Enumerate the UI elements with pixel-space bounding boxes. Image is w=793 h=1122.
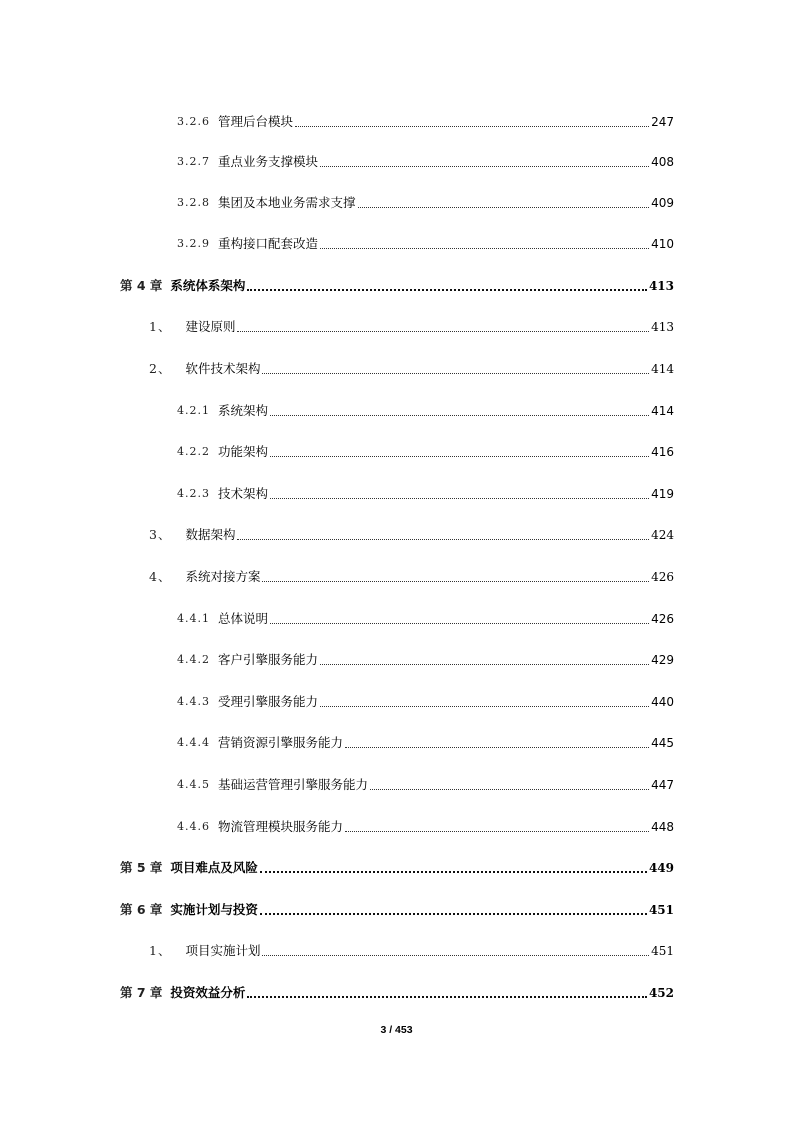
toc-page-number: 445: [651, 736, 674, 750]
toc-page-number: 426: [651, 570, 674, 584]
toc-entry-4-4-1[interactable]: [177, 607, 674, 627]
toc-number: 1、: [149, 319, 172, 334]
toc-entry-3-2-9[interactable]: [177, 232, 674, 252]
toc-page-number: 440: [651, 695, 674, 709]
toc-number: 4.2.3: [177, 487, 210, 500]
toc-entry-chapter-5[interactable]: [120, 856, 674, 876]
toc-title: 软件技术架构: [185, 361, 261, 376]
toc-number: 4.4.5: [177, 778, 210, 791]
toc-entry-4-2-3[interactable]: [177, 482, 674, 502]
toc-number: 4.4.4: [177, 736, 210, 749]
toc-title: 系统体系架构: [170, 278, 246, 293]
toc-entry-chapter-4[interactable]: [120, 274, 674, 294]
toc-page-number: 413: [648, 279, 674, 293]
toc-entry-4-2-2[interactable]: [177, 440, 674, 460]
toc-number: 4.2.1: [177, 404, 210, 417]
toc-page-number: 451: [648, 903, 674, 917]
toc-page-number: 448: [651, 820, 674, 834]
toc-page-number: 413: [651, 320, 674, 334]
toc-page-number: 416: [651, 445, 674, 459]
toc-number: 3、: [149, 527, 172, 542]
toc-number: 3.2.9: [177, 237, 210, 250]
dot-leader: [270, 497, 649, 499]
toc-page-number: 419: [651, 487, 674, 501]
toc-number: 1、: [149, 943, 172, 958]
toc-page-number: 424: [651, 528, 674, 542]
toc-number: 4.2.2: [177, 445, 210, 458]
toc-entry-3-2-6[interactable]: [177, 110, 674, 130]
toc-title: 客户引擎服务能力: [218, 652, 319, 667]
toc-number: 4.4.1: [177, 612, 210, 625]
dot-leader: [270, 455, 649, 457]
toc-title: 项目难点及风险: [170, 860, 258, 875]
dot-leader: [320, 165, 649, 167]
toc-title: 实施计划与投资: [170, 902, 258, 917]
dot-leader: [345, 746, 649, 748]
toc-title: 总体说明: [218, 611, 269, 626]
toc-page-number: 414: [651, 404, 674, 418]
toc-entry-4-4-3[interactable]: [177, 690, 674, 710]
toc-entry-3-2-7[interactable]: [177, 150, 674, 170]
toc-entry-chapter-7[interactable]: [120, 981, 674, 1001]
dot-leader: [320, 247, 649, 249]
page-footer: [0, 1024, 793, 1036]
dot-leader: [370, 788, 649, 790]
toc-title: 物流管理模块服务能力: [218, 819, 344, 834]
toc-title: 功能架构: [218, 444, 269, 459]
toc-number: 第 7 章: [120, 985, 163, 1000]
toc-page-number: 247: [651, 115, 674, 129]
toc-number: 2、: [149, 361, 172, 376]
toc-title: 系统架构: [218, 403, 269, 418]
toc-entry-4-4-5[interactable]: [177, 773, 674, 793]
toc-page-number: 410: [651, 237, 674, 251]
toc-page-number: 447: [651, 778, 674, 792]
dot-leader: [247, 288, 647, 291]
toc-entry-4-4[interactable]: [149, 565, 674, 585]
page-indicator: 3 / 453: [380, 1024, 413, 1036]
dot-leader: [295, 125, 649, 127]
toc-page-number: 451: [651, 944, 674, 958]
toc-entry-4-4-2[interactable]: [177, 648, 674, 668]
toc-title: 集团及本地业务需求支撑: [218, 195, 356, 210]
toc-number: 4.4.6: [177, 820, 210, 833]
toc-title: 技术架构: [218, 486, 269, 501]
dot-leader: [247, 995, 647, 998]
toc-title: 建设原则: [185, 319, 236, 334]
toc-number: 4.4.3: [177, 695, 210, 708]
toc-entry-4-4-4[interactable]: [177, 731, 674, 751]
dot-leader: [237, 330, 649, 332]
toc-title: 管理后台模块: [218, 114, 294, 129]
toc-entry-4-3[interactable]: [149, 523, 674, 543]
toc-number: 4、: [149, 569, 172, 584]
toc-entry-6-1[interactable]: [149, 939, 674, 959]
toc-page-number: 449: [648, 861, 674, 875]
dot-leader: [262, 954, 649, 956]
toc-number: 3.2.8: [177, 196, 210, 209]
dot-leader: [260, 870, 647, 873]
dot-leader: [320, 705, 649, 707]
toc-title: 重点业务支撑模块: [218, 154, 319, 169]
toc-title: 基础运营管理引擎服务能力: [218, 777, 369, 792]
toc-entry-4-1[interactable]: [149, 315, 674, 335]
toc-page-number: 452: [648, 986, 674, 1000]
toc-entry-4-2[interactable]: [149, 357, 674, 377]
toc-number: 3.2.6: [177, 115, 210, 128]
toc-title: 投资效益分析: [170, 985, 246, 1000]
dot-leader: [270, 414, 649, 416]
toc-title: 项目实施计划: [185, 943, 261, 958]
dot-leader: [320, 663, 649, 665]
toc-page-number: 429: [651, 653, 674, 667]
toc-title: 系统对接方案: [185, 569, 261, 584]
toc-entry-chapter-6[interactable]: [120, 898, 674, 918]
toc-number: 第 4 章: [120, 278, 163, 293]
toc-entry-3-2-8[interactable]: [177, 191, 674, 211]
toc-page-number: 426: [651, 612, 674, 626]
dot-leader: [262, 580, 649, 582]
toc-entry-4-2-1[interactable]: [177, 399, 674, 419]
dot-leader: [345, 830, 649, 832]
dot-leader: [237, 538, 649, 540]
dot-leader: [260, 912, 647, 915]
toc-title: 数据架构: [185, 527, 236, 542]
toc-title: 受理引擎服务能力: [218, 694, 319, 709]
toc-number: 第 5 章: [120, 860, 163, 875]
toc-title: 重构接口配套改造: [218, 236, 319, 251]
dot-leader: [262, 372, 649, 374]
dot-leader: [270, 622, 649, 624]
toc-number: 4.4.2: [177, 653, 210, 666]
toc-entry-4-4-6[interactable]: [177, 815, 674, 835]
toc-page-number: 414: [651, 362, 674, 376]
dot-leader: [358, 206, 650, 208]
toc-number: 第 6 章: [120, 902, 163, 917]
toc-page-number: 409: [651, 196, 674, 210]
toc-page-number: 408: [651, 155, 674, 169]
toc-number: 3.2.7: [177, 155, 210, 168]
toc-title: 营销资源引擎服务能力: [218, 735, 344, 750]
